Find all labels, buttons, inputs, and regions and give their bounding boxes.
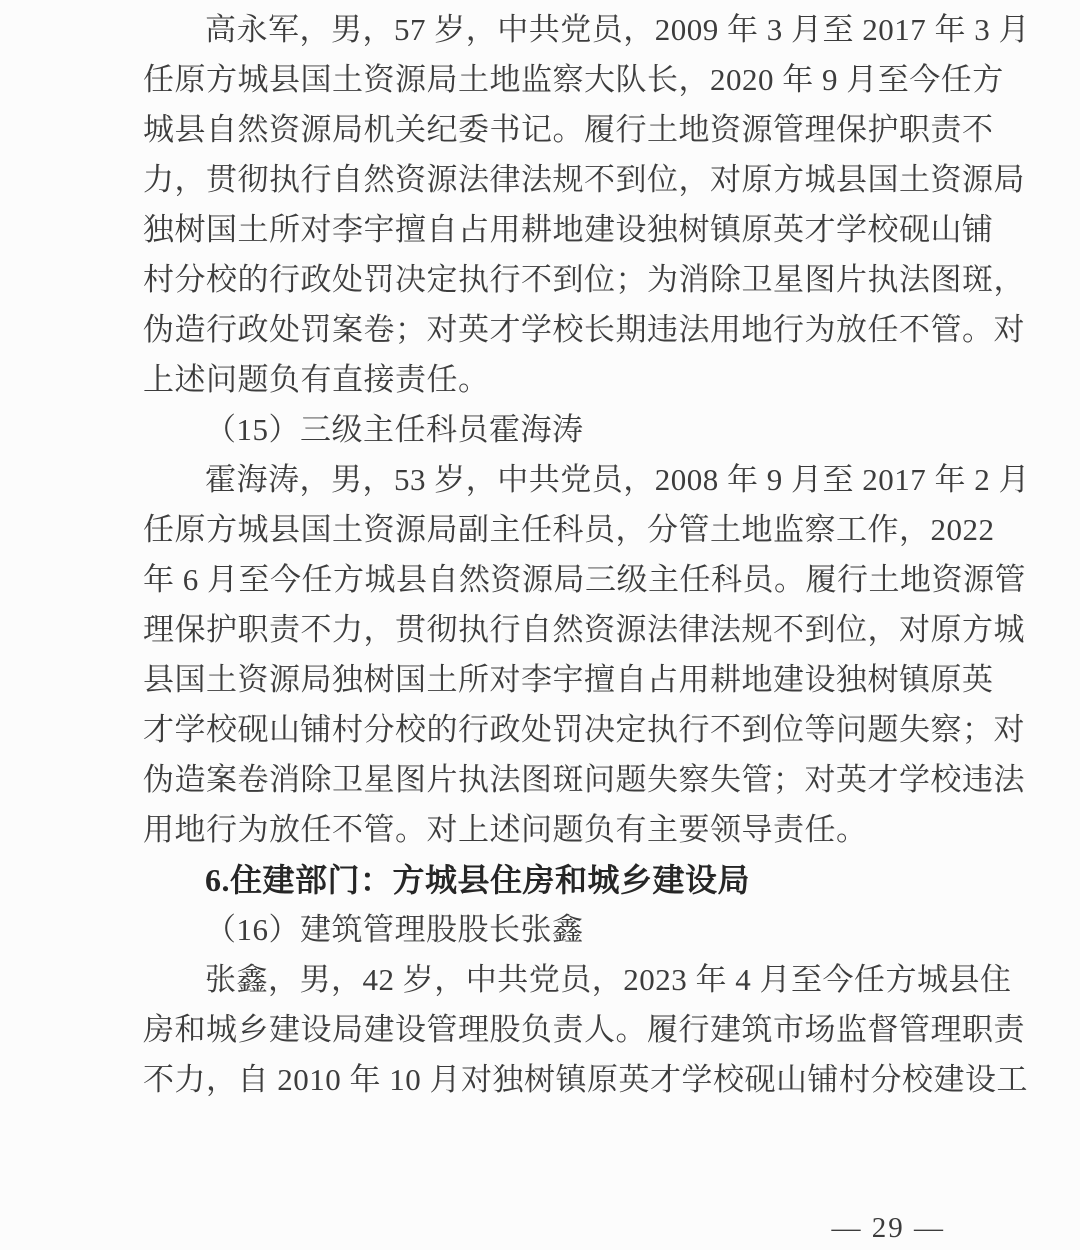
- item-heading-line: （15）三级主任科员霍海涛: [205, 412, 584, 447]
- section-heading-line: 6.住建部门：方城县住房和城乡建设局: [205, 862, 751, 898]
- text-line: 村分校的行政处罚决定执行不到位；为消除卫星图片执法图斑，: [143, 262, 1025, 297]
- item-15-heading: [143, 405, 946, 455]
- item-heading-line: （16）建筑管理股股长张鑫: [205, 912, 584, 947]
- text-line: 用地行为放任不管。对上述问题负有主要领导责任。: [143, 812, 868, 847]
- item-16-heading: [143, 905, 946, 955]
- paragraph-huo-haitao: [143, 455, 1030, 855]
- text-line: 独树国土所对李宇擅自占用耕地建设独树镇原英才学校砚山铺: [143, 212, 994, 247]
- text-line: 任原方城县国土资源局土地监察大队长，2020 年 9 月至今任方: [143, 62, 1004, 97]
- text-line: 城县自然资源局机关纪委书记。履行土地资源管理保护职责不: [143, 112, 994, 147]
- text-line: 力，贯彻执行自然资源法律法规不到位，对原方城县国土资源局: [143, 162, 1025, 197]
- text-line: 上述问题负有直接责任。: [143, 362, 490, 397]
- text-line: 房和城乡建设局建设管理股负责人。履行建筑市场监督管理职责: [143, 1012, 1025, 1047]
- text-line: 张鑫，男，42 岁，中共党员，2023 年 4 月至今任方城县住: [205, 962, 1012, 997]
- text-line: 高永军，男，57 岁，中共党员，2009 年 3 月至 2017 年 3 月: [205, 12, 1030, 47]
- text-line: 年 6 月至今任方城县自然资源局三级主任科员。履行土地资源管: [143, 562, 1026, 597]
- section-6-heading: [143, 855, 946, 905]
- paragraph-gao-yongjun: [143, 5, 1030, 405]
- text-line: 才学校砚山铺村分校的行政处罚决定执行不到位等问题失察；对: [143, 712, 1025, 747]
- text-line: 伪造案卷消除卫星图片执法图斑问题失察失管；对英才学校违法: [143, 762, 1025, 797]
- text-line: 理保护职责不力，贯彻执行自然资源法律法规不到位，对原方城: [143, 612, 1025, 647]
- paragraph-zhang-xin: [143, 955, 1028, 1105]
- text-line: 县国土资源局独树国土所对李宇擅自占用耕地建设独树镇原英: [143, 662, 994, 697]
- text-line: 霍海涛，男，53 岁，中共党员，2008 年 9 月至 2017 年 2 月: [205, 462, 1030, 497]
- document-body: [143, 5, 1030, 1105]
- text-line: 任原方城县国土资源局副主任科员，分管土地监察工作，2022: [143, 512, 995, 547]
- text-line: 不力，自 2010 年 10 月对独树镇原英才学校砚山铺村分校建设工: [143, 1062, 1028, 1097]
- text-line: 伪造行政处罚案卷；对英才学校长期违法用地行为放任不管。对: [143, 312, 1025, 347]
- page-number: — 29 —: [831, 1212, 945, 1244]
